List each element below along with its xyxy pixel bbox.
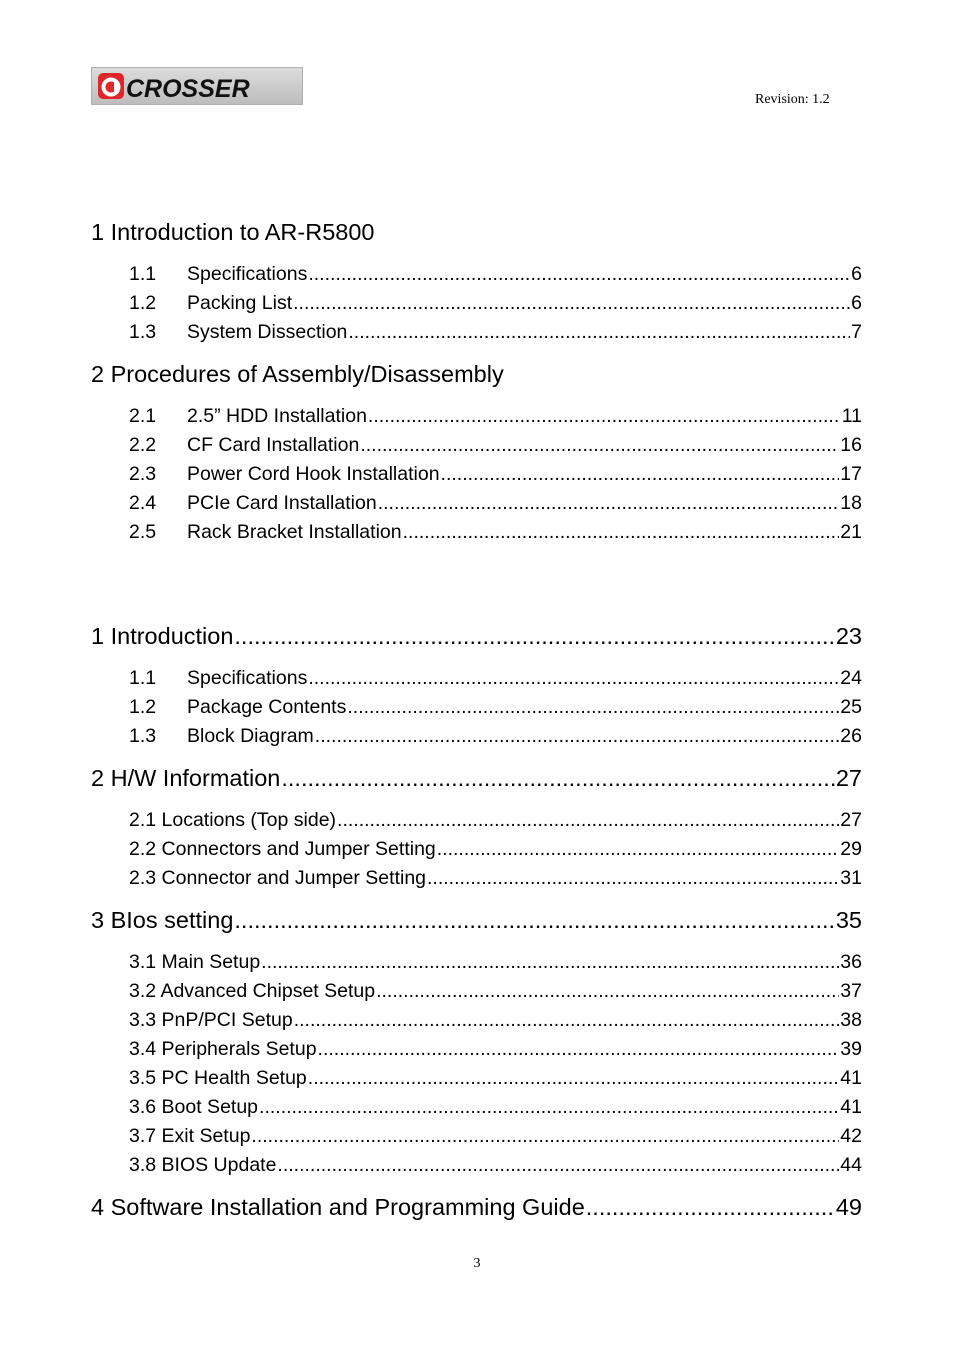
- toc-item-page: 37: [840, 980, 862, 1002]
- toc-item[interactable]: [91, 318, 862, 347]
- toc-item-title: 3.6 Boot Setup: [129, 1096, 259, 1118]
- page-number: 3: [473, 1256, 481, 1271]
- toc-chapter-title: 2 H/W Information: [91, 765, 281, 791]
- toc-item[interactable]: [91, 1122, 862, 1151]
- dot-leader: [441, 460, 840, 489]
- toc-item[interactable]: [91, 1006, 862, 1035]
- toc-item-title: 2.2 Connectors and Jumper Setting: [129, 838, 436, 860]
- toc-item-page: 11: [841, 405, 862, 427]
- toc-item[interactable]: [91, 289, 862, 318]
- toc-item-number: 2.2: [129, 434, 157, 456]
- toc-chapter-page: 27: [835, 765, 862, 791]
- toc-item-title: Specifications: [187, 263, 308, 285]
- toc-item[interactable]: [91, 693, 862, 722]
- dot-leader: [347, 693, 839, 722]
- dot-leader: [427, 864, 839, 893]
- toc-chapter[interactable]: [91, 1192, 862, 1222]
- toc-item-title: 3.2 Advanced Chipset Setup: [129, 980, 376, 1002]
- toc-chapter[interactable]: [91, 905, 862, 935]
- toc-chapter[interactable]: [91, 359, 862, 389]
- toc-item[interactable]: [91, 1064, 862, 1093]
- dot-leader: [234, 621, 834, 651]
- toc-item-title: Specifications: [187, 667, 308, 689]
- toc-item-title: 3.8 BIOS Update: [129, 1154, 277, 1176]
- toc-item-number: 1.2: [129, 696, 157, 718]
- dot-leader: [586, 1192, 835, 1222]
- toc-item-title: System Dissection: [187, 321, 348, 343]
- toc-item[interactable]: [91, 489, 862, 518]
- toc-item-page: 17: [840, 463, 862, 485]
- dot-leader: [403, 518, 840, 547]
- dot-leader: [348, 318, 850, 347]
- toc-chapter-page: 35: [835, 907, 862, 933]
- toc-item-number: 2.4: [129, 492, 157, 514]
- toc-item-title: 3.1 Main Setup: [129, 951, 261, 973]
- toc-item-title: 3.4 Peripherals Setup: [129, 1038, 317, 1060]
- toc-item[interactable]: [91, 518, 862, 547]
- toc-item-page: 16: [840, 434, 862, 456]
- toc-item[interactable]: [91, 864, 862, 893]
- toc-item-page: 31: [840, 867, 862, 889]
- toc-chapter[interactable]: [91, 217, 862, 247]
- toc-item-title: 3.3 PnP/PCI Setup: [129, 1009, 293, 1031]
- toc-item[interactable]: [91, 1151, 862, 1180]
- toc-item[interactable]: [91, 1093, 862, 1122]
- dot-leader: [234, 905, 834, 935]
- toc-item-title: 3.7 Exit Setup: [129, 1125, 251, 1147]
- toc-item-number: 1.1: [129, 667, 157, 689]
- toc-item-title: CF Card Installation: [187, 434, 360, 456]
- revision-label: Revision: 1.2: [755, 92, 830, 107]
- toc-item-page: 25: [840, 696, 862, 718]
- acrosser-logo: [91, 67, 303, 105]
- toc-chapter-title: 1 Introduction: [91, 623, 234, 649]
- toc-item-page: 38: [840, 1009, 862, 1031]
- toc-item[interactable]: [91, 977, 862, 1006]
- svg-text:CROSSER: CROSSER: [126, 75, 250, 103]
- toc-item-page: 7: [851, 321, 862, 343]
- dot-leader: [437, 835, 840, 864]
- dot-leader: [281, 763, 834, 793]
- toc-chapter[interactable]: [91, 621, 862, 651]
- toc-item[interactable]: [91, 806, 862, 835]
- toc-item-page: 41: [840, 1096, 862, 1118]
- toc-item-number: 1.3: [129, 725, 157, 747]
- dot-leader: [294, 1006, 840, 1035]
- toc-chapter-title: 4 Software Installation and Programming Guide: [91, 1194, 585, 1220]
- toc-item-page: 44: [840, 1154, 862, 1176]
- dot-leader: [378, 489, 840, 518]
- dot-leader: [360, 431, 839, 460]
- toc-item-page: 18: [840, 492, 862, 514]
- toc-item-page: 24: [840, 667, 862, 689]
- toc-item-title: 3.5 PC Health Setup: [129, 1067, 307, 1089]
- toc-item-page: 6: [851, 263, 862, 285]
- toc-item-page: 39: [840, 1038, 862, 1060]
- dot-leader: [261, 948, 839, 977]
- toc-item-number: 2.5: [129, 521, 157, 543]
- toc-item-number: 1.1: [129, 263, 157, 285]
- toc-item-number: 2.3: [129, 463, 157, 485]
- dot-leader: [318, 1035, 840, 1064]
- toc-item[interactable]: [91, 722, 862, 751]
- toc-item[interactable]: [91, 460, 862, 489]
- toc-item-page: 41: [840, 1067, 862, 1089]
- toc-product-guide: [91, 217, 862, 547]
- toc-item-title: 2.3 Connector and Jumper Setting: [129, 867, 427, 889]
- toc-item-title: 2.5” HDD Installation: [187, 405, 367, 427]
- toc-item-number: 2.1: [129, 405, 157, 427]
- dot-leader: [308, 664, 839, 693]
- toc-item-title: Block Diagram: [187, 725, 314, 747]
- toc-board-guide: [91, 621, 862, 1235]
- toc-item-page: 26: [840, 725, 862, 747]
- toc-item-page: 21: [840, 521, 862, 543]
- dot-leader: [337, 806, 839, 835]
- toc-chapter[interactable]: [91, 763, 862, 793]
- dot-leader: [368, 402, 841, 431]
- dot-leader: [251, 1122, 839, 1151]
- toc-item-page: 29: [840, 838, 862, 860]
- toc-chapter-title: 3 BIos setting: [91, 907, 234, 933]
- toc-item-title: PCIe Card Installation: [187, 492, 377, 514]
- dot-leader: [259, 1093, 839, 1122]
- toc-chapter-title: 2 Procedures of Assembly/Disassembly: [91, 361, 504, 387]
- dot-leader: [277, 1151, 839, 1180]
- dot-leader: [308, 260, 850, 289]
- dot-leader: [293, 289, 850, 318]
- toc-item[interactable]: [91, 260, 862, 289]
- toc-item-page: 36: [840, 951, 862, 973]
- toc-item[interactable]: [91, 835, 862, 864]
- acrosser-logo-mark: [92, 68, 302, 104]
- toc-item[interactable]: [91, 431, 862, 460]
- toc-item-number: 1.2: [129, 292, 157, 314]
- toc-item-page: 6: [851, 292, 862, 314]
- toc-item-number: 1.3: [129, 321, 157, 343]
- toc-item[interactable]: [91, 948, 862, 977]
- toc-item-page: 42: [840, 1125, 862, 1147]
- toc-item[interactable]: [91, 1035, 862, 1064]
- dot-leader: [308, 1064, 840, 1093]
- toc-item[interactable]: [91, 402, 862, 431]
- toc-item-title: Rack Bracket Installation: [187, 521, 402, 543]
- toc-chapter-page: 49: [835, 1194, 862, 1220]
- dot-leader: [315, 722, 840, 751]
- toc-item-title: 2.1 Locations (Top side): [129, 809, 337, 831]
- toc-chapter-page: 23: [835, 623, 862, 649]
- toc-chapter-title: 1 Introduction to AR-R5800: [91, 219, 375, 245]
- toc-item[interactable]: [91, 664, 862, 693]
- dot-leader: [376, 977, 839, 1006]
- toc-item-page: 27: [840, 809, 862, 831]
- toc-item-title: Power Cord Hook Installation: [187, 463, 440, 485]
- toc-item-title: Package Contents: [187, 696, 347, 718]
- toc-item-title: Packing List: [187, 292, 293, 314]
